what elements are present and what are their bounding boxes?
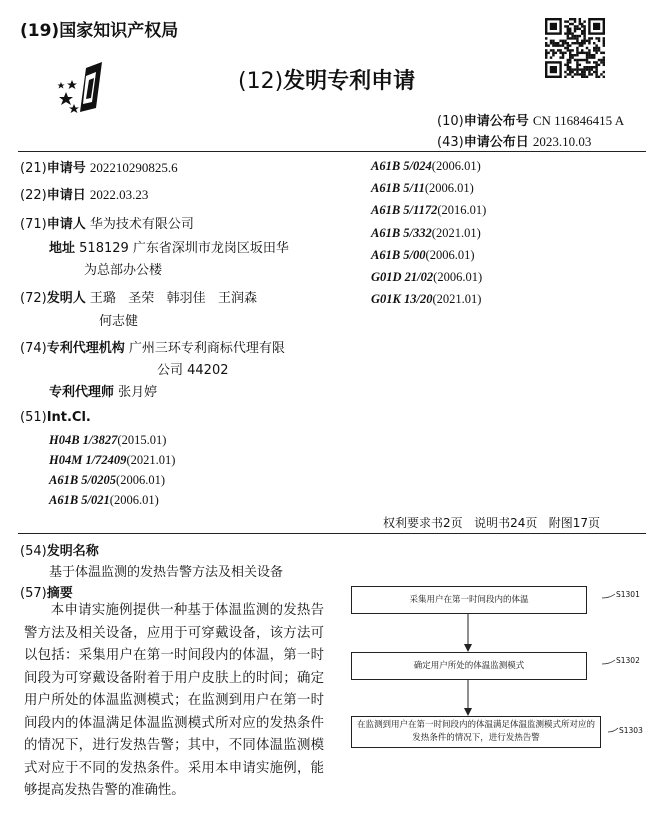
header-divider	[18, 151, 646, 152]
ipc-version: (2015.01)	[117, 433, 167, 447]
patent-agency	[20, 337, 285, 356]
app-date-code: (22)	[20, 188, 47, 203]
ipc-class: A61B 5/00	[371, 247, 426, 262]
inventors-line1: 王璐 圣荣 韩羽佳 王润森	[89, 291, 258, 306]
flow-step-id: S1302	[616, 656, 640, 665]
ipc-left-list	[49, 430, 175, 510]
doc-type: 发明专利申请	[283, 69, 416, 94]
ipc-row	[371, 266, 486, 288]
ipc-version: (2006.01)	[433, 270, 483, 285]
flow-step-box: 在监测到用户在第一时间段内的体温满足体温监测模式所对应的发热条件的情况下，进行发热告警	[351, 716, 601, 748]
address-line2: 为总部办公楼	[84, 263, 163, 278]
agency-line1: 广州三环专利商标代理有限	[128, 341, 285, 356]
ipc-version: (2006.01)	[116, 473, 165, 487]
applicant-value: 华为技术有限公司	[89, 217, 194, 232]
applicant-code: (71)	[20, 217, 47, 232]
ipc-row	[49, 470, 175, 490]
application-date	[20, 184, 148, 203]
agency-line2: 公司 44202	[157, 363, 229, 378]
abstract-text: 本申请实施例提供一种基于体温监测的发热告警方法及相关设备，应用于可穿戴设备，该方法可以包括：采集用户在第一时间段内的体温，第一时间段为可穿戴设备附着于用户皮肤上的时间；确定用户所处的体温监测模式；在监测到用户在第一时间段内的体温满足体温监测模式所对应的发热条件的情况下，进行发热告警；其中，不同体温监测模式对应于不同的发热条件。采用本申请实施例，能够提高发热告警的准确性。	[24, 603, 324, 798]
ipc-row	[371, 177, 486, 199]
pub-date-value: 2023.10.03	[532, 134, 592, 149]
ipc-class: A61B 5/021	[49, 493, 110, 507]
office-code: (19)	[20, 21, 60, 41]
flow-step-box: 确定用户所处的体温监测模式	[351, 652, 587, 680]
ipc-version: (2006.01)	[424, 181, 474, 196]
app-no-label: 申请号	[46, 161, 86, 176]
flow-step-id: S1303	[619, 726, 643, 735]
inventor-label: 发明人	[46, 291, 86, 306]
page-counts: 权利要求书2页 说明书24页 附图17页	[383, 516, 601, 530]
address-line1: 518129 广东省深圳市龙岗区坂田华	[79, 241, 289, 256]
ipc-class: A61B 5/0205	[49, 473, 117, 487]
doc-type-code: (12)	[238, 69, 284, 94]
doc-type-title	[238, 64, 415, 95]
publication-number	[437, 110, 624, 129]
ipc-right-list	[371, 155, 486, 310]
ipc-row	[49, 490, 175, 510]
qr-code	[545, 18, 605, 78]
applicant-label: 申请人	[46, 217, 86, 232]
ipc-row	[371, 222, 486, 244]
invention-title: 基于体温监测的发热告警方法及相关设备	[49, 565, 284, 580]
pub-no-label: 申请公布号	[463, 114, 529, 129]
address-label: 地址	[49, 241, 76, 256]
publication-date	[437, 131, 591, 150]
flow-step-box: 采集用户在第一时间段内的体温	[351, 586, 587, 614]
ipc-version: (2006.01)	[431, 159, 481, 173]
title-label: 发明名称	[46, 544, 99, 559]
inventors-line2: 何志健	[99, 314, 139, 329]
ipc-version: (2021.01)	[431, 225, 481, 240]
intcl-label: Int.Cl.	[46, 410, 91, 425]
cnipa-logo	[56, 62, 114, 114]
ipc-class: A61B 5/024	[371, 159, 432, 173]
address	[49, 237, 289, 256]
pub-no-code: (10)	[437, 114, 464, 129]
ipc-version: (2006.01)	[109, 493, 159, 507]
inventor-code: (72)	[20, 291, 47, 306]
ipc-class: H04B 1/3827	[49, 433, 118, 447]
pub-date-label: 申请公布日	[463, 135, 529, 150]
agency-label: 专利代理机构	[46, 341, 125, 356]
ipc-class: A61B 5/11	[371, 181, 425, 196]
ipc-version: (2016.01)	[437, 203, 487, 218]
agent-value: 张月婷	[118, 385, 158, 400]
biblio-divider	[18, 533, 646, 534]
office-header	[20, 16, 178, 41]
ipc-row	[371, 199, 486, 221]
ipc-row	[49, 450, 175, 470]
abstract-code: (57)	[20, 586, 47, 601]
ipc-class: G01D 21/02	[371, 270, 434, 285]
ipc-class: H04M 1/72409	[49, 453, 127, 467]
ipc-class: A61B 5/1172	[371, 203, 438, 218]
ipc-version: (2006.01)	[425, 247, 475, 262]
pub-date-code: (43)	[437, 135, 464, 150]
abstract-heading	[20, 582, 73, 601]
application-number	[20, 157, 178, 176]
flow-step-id: S1301	[616, 590, 640, 599]
agent-label: 专利代理师	[49, 385, 115, 400]
ipc-row	[49, 430, 175, 450]
ipc-row	[371, 244, 486, 266]
office-name: 国家知识产权局	[59, 21, 179, 41]
title-code: (54)	[20, 544, 47, 559]
applicant	[20, 213, 194, 232]
abstract-label: 摘要	[46, 586, 73, 601]
app-date-value: 2022.03.23	[89, 187, 149, 202]
agency-code: (74)	[20, 341, 47, 356]
intcl-code: (51)	[20, 410, 47, 425]
ipc-version: (2021.01)	[126, 453, 176, 467]
patent-agent	[49, 381, 157, 400]
ipc-version: (2021.01)	[432, 292, 482, 307]
ipc-row	[371, 288, 486, 310]
ipc-class: G01K 13/20	[371, 292, 433, 307]
pub-no-value: CN 116846415 A	[532, 113, 625, 128]
inventors	[20, 287, 257, 306]
invention-title-heading	[20, 540, 99, 559]
app-no-code: (21)	[20, 161, 47, 176]
app-no-value: 202210290825.6	[89, 160, 178, 175]
int-cl-heading	[20, 410, 91, 425]
ipc-row	[371, 155, 486, 177]
app-date-label: 申请日	[46, 188, 86, 203]
ipc-class: A61B 5/332	[371, 225, 432, 240]
